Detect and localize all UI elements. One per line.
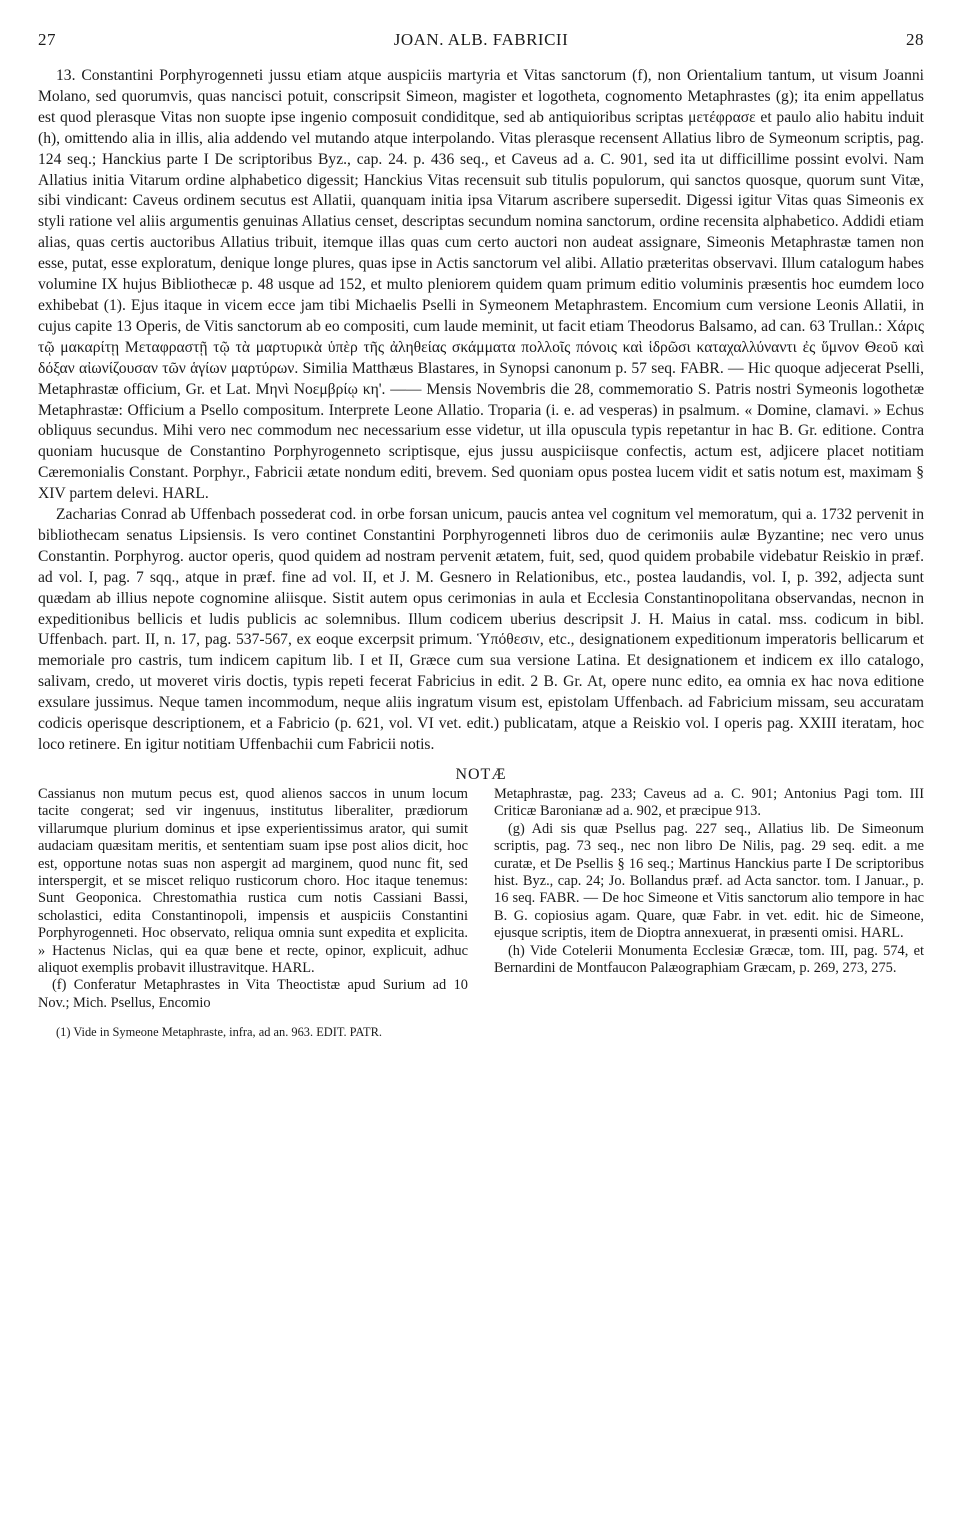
notes-columns <box>38 786 924 1012</box>
running-head <box>38 30 924 56</box>
paragraph: Zacharias Conrad ab Uffenbach possederat cod. in orbe forsan unicum, paucis antea vel cognitum vel memoratum, qui a. 1732 pervenit in bibliothecam senatus Lipsiensis. Is vero continet Constantini Porphyrogenneti libros duo de cerimoniis aulæ Byzantine; nec vero unus Constantin. Porphyrog. auctor operis, quod quidem ad nostram pervenit ætatem, fuit, sed, quod quidem probabile videbatur Reiskio in præf. ad vol. I, pag. 7 sqq., atque in præf. fine ad vol. II, et J. M. Gesnero in Relationibus, etc., postea laudandis, vol. I, p. 392, adjecta sunt quædam ab illius nepote cognomine aliisque. Sistit autem opus cerimonias in aula et Ecclesia Constantinopolitana observandas, necnon in expeditionibus bellicis et ludis publicis ac solemnibus. Illum codicem uberius descripsit J. H. Maius in catal. mss. codicum in bibl. Uffenbach. part. II, n. 17, pag. 537-567, ex eoque excerpsit primum. Ὑπόθεσιν, etc., designationem expeditionum imperatoris bellicarum et memoriale pro castris, tum indicem capitum lib. I et II, Græce cum sua versione Latina. Et designationem et indicem ex illo catalogo, salivam, credo, ut moveret viris doctis, typis repeti fecerat Fabricius in edit. 2 B. Gr. At, opere nunc edito, ea omnia ex hac nova editione exsulare jussimus. Neque tamen incommodum, neque aliis ingratum visum est, epistolam Uffenbach. ad Fabricium missam, seu accuratam codicis operisque descriptionem, et a Fabricio (p. 621, vol. VI vet. edit.) publicatam, atque a Reiskio vol. I operis pag. XXIII iteratam, hoc loco retinere. En igitur notitiam Uffenbachii cum Fabricii notis. <box>38 506 924 753</box>
note-text: Cassianus non mutum pecus est, quod alienos saccos in unum locum tacite congerat; sed vir ingenuus, institutus liberaliter, prædiorum villarumque plurium dominus et ipse experientissimus arator, qui sumit audaciam quæsitam meritis, et sententiam suam ipse post alios dicit, hoc est, opportune notas suas non aspergit ad marginem, quod nunc fit, sed interspergit, et se miscet reliquo rusticorum choro. Hoc itaque tenemus: Sunt Geoponica. Chrestomathia rustica cum notis Cassiani Bassi, scholastici, edita Constantinopoli, impensis et auspiciis Constantini Porphyrogenneti. Hoc observato, reliqua omnia sunt expedita et explicita. » Hactenus Niclas, qui ea quæ bene et recte, opinor, explicuit, adhuc aliquot exemplis probavit illustravitque. HARL. <box>38 785 468 976</box>
page <box>38 30 924 1040</box>
page-number-left: 27 <box>38 30 56 49</box>
note-text: (f) Conferatur Metaphrastes in Vita Theoctistæ apud Surium ad 10 Nov.; Mich. Psellus, Encomio <box>38 977 468 1011</box>
notes-left-column <box>38 786 468 1012</box>
footnote: (1) Vide in Symeone Metaphraste, infra, ad an. 963. EDIT. PATR. <box>56 1025 382 1040</box>
note-text: Metaphrastæ, pag. 233; Caveus ad a. C. 901; Antonius Pagi tom. III Criticæ Baronianæ ad a. 902, et præcipue 913. <box>494 785 924 820</box>
note-text: (g) Adi sis quæ Psellus pag. 227 seq., Allatius lib. De Simeonum scriptis, pag. 73 seq., nec non libro De Nilis, pag. 29 seq. edit. a me curatæ, et De Psellis § 16 seq.; Martinus Hanckius parte I De scriptoribus hist. Byz., cap. 24; Jo. Bollandus præf. ad Acta sanctor. tom. I Januar., p. 16 seq. FABR. — De hoc Simeone et Vitis sanctorum alio tempore in hac B. G. copiosius agam. Quare, quæ Fabr. in vet. edit. hic de Simeone, ejusque scriptis, item de Dioptra annexuerat, in præsenti omisi. HARL. <box>494 820 924 942</box>
running-title: JOAN. ALB. FABRICII <box>393 30 569 49</box>
page-number-right: 28 <box>906 30 924 49</box>
main-text <box>38 66 924 756</box>
notes-right-column <box>494 786 924 1012</box>
note-text: (h) Vide Cotelerii Monumenta Ecclesiæ Græcæ, tom. III, pag. 574, et Bernardini de Montfaucon Palæographiam Græcam, p. 269, 273, 275. <box>494 942 924 976</box>
notes-heading: NOTÆ <box>455 765 507 783</box>
paragraph: 13. Constantini Porphyrogenneti jussu etiam atque auspiciis martyria et Vitas sanctorum (f), non Orientalium tantum, ut visum Joanni Molano, sed quorumvis, quas nancisci potuit, conscripsit Simeon, magister et logotheta, cognomento Metaphrastes (g); ita enim appellatus est quod plerasque Vitas non suopte ipse ingenio composuit condiditque, sed ab antiquioribus scriptas μετέφρασε et paulo alio habitu induit (h), omittendo alia in illis, alia addendo vel mutando atque interpolando. Vitas plerasque recensent Allatius libro de Symeonum scriptis, pag. 124 seq.; Hanckius parte I De scriptoribus Byz., cap. 24. p. 436 seq., et Caveus ad a. C. 901, sed ita ut difficillime possint evolvi. Nam Allatius initia Vitarum ordine alphabetico digessit; Hanckius Vitas recensuit sub titulis populorum, qui sanctos quosque, quorum sunt Vitæ, sibi vindicant: Caveus ordinem secutus est Allatii, quanquam initia ipsa Vitarum ascribere supersedit. Digessi igitur Vitas quas Simeonis ex styli ratione vel aliis argumentis genuinas Allatius censet, descriptas secundum nomina sanctorum, ordine recensita alphabetico. Addidi etiam alias, quas certis auctoribus Allatius tribuit, itemque illas quas cum certo auctori non audeat assignare, Simeonis Metaphrastæ tamen non esse, putat, esse exploratum, denique longe plures, quas ipse in Actis sanctorum vel alibi. Allatio præteritas observavi. Illum catalogum habes volumine IX hujus Bibliothecæ p. 48 usque ad 152, et multo pleniorem quidem quam primum editio voluminis præsentis hoc eumdem loco exhibebat (1). Ejus itaque in vicem ecce jam tibi Michaelis Pselli in Symeonem Metaphrastem. Encomium cum versione Leonis Allatii, in cujus capite 13 Operis, de Vitis sanctorum ab eo compositi, cum laude meminit, ut facit etiam Theodorus Balsamo, ad can. 63 Trullan.: Χάρις τῷ μακαρίτῃ Μεταφραστῇ τῷ τὰ μαρτυρικὰ ὑπὲρ τῆς ἀληθείας σκάμματα πολλοῖς πόνοις καὶ ἱδρῶσι καταχαλλύναντι ἐς ὕμνον Θεοῦ καὶ δόξαν αἰωνίζουσαν τῶν ἁγίων μαρτύρων. Similia Matthæus Blastares, in Synopsi canonum p. 57 seq. FABR. — Hic quoque adjecerat Pselli, Metaphrastæ officium, Gr. et Lat. Μηνὶ Νοεμβρίῳ κη'. —— Mensis Novembris die 28, commemoratio S. Patris nostri Symeonis logothetæ Metaphrastæ: Officium a Psello compositum. Interprete Leone Allatio. Troparia (i. e. ad vesperas) in psalmum. « Domine, clamavi. » Echus obliquus secundus. Mihi vero nec commodum nec necessarium esse videtur, ut illa opuscula typis repetantur in hac B. Gr. editione. Contra quoniam hucusque de Constantino Porphyrogenneto scriptisque, ejus jussu auspiciisque confectis, actum est, adjicere placet notitiam Cæremonialis Constant. Porphyr., Fabricii ætate nondum editi, brevem. Sed quoniam opus postea lucem vidit et satis notum est, maximam § XIV partem delevi. HARL. <box>38 67 924 503</box>
